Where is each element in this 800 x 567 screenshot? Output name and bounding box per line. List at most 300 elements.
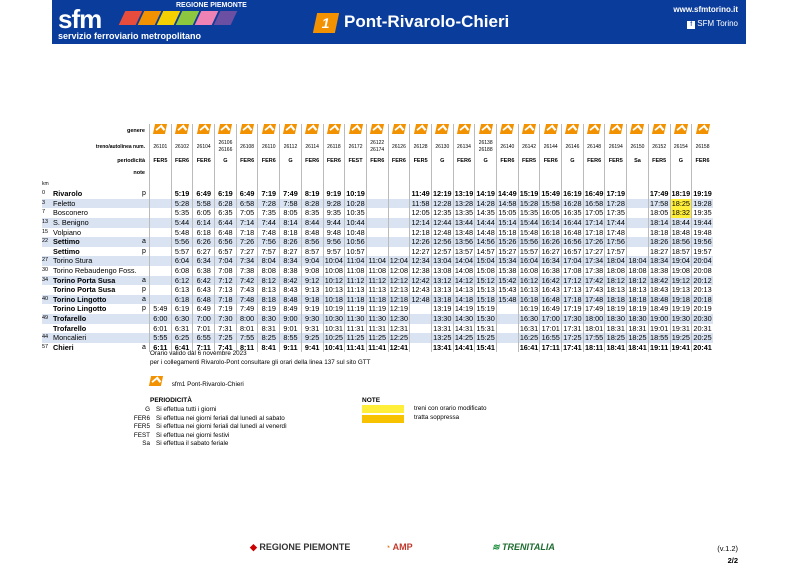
- trenitalia-mark-icon: ≋: [492, 542, 503, 552]
- departure-time: 8:26: [280, 237, 302, 247]
- departure-time: 20:04: [693, 256, 712, 266]
- train-number: 26140: [497, 139, 519, 156]
- arrival-departure: [139, 324, 150, 334]
- departure-time: 8:27: [280, 247, 302, 257]
- train-number: 26122 26174: [366, 139, 388, 156]
- regione-piemonte-logo: ◆ REGIONE PIEMONTE: [250, 542, 351, 552]
- departure-time: 9:19: [301, 304, 323, 314]
- station-name: Torino Lingotto: [52, 295, 139, 305]
- departure-time: 17:28: [606, 198, 625, 208]
- departure-time: 14:19: [476, 189, 495, 199]
- station-km: 13: [42, 218, 52, 228]
- departure-time: 10:31: [324, 323, 343, 333]
- departure-time: 11:12: [368, 275, 387, 285]
- departure-time: 8:30: [258, 314, 280, 324]
- blank: [139, 180, 150, 190]
- departure-time: 8:56: [301, 237, 323, 247]
- arrival-departure: [139, 314, 150, 324]
- departure-time: 12:14: [411, 217, 430, 227]
- departure-time: 14:28: [476, 198, 495, 208]
- departure-time: 18:31: [628, 323, 647, 333]
- departure-time: [627, 247, 649, 257]
- station-name: Moncalieri: [52, 333, 139, 343]
- departure-time: 12:48: [433, 227, 452, 237]
- sfm-train-icon: [283, 124, 297, 134]
- blank: [562, 180, 584, 190]
- departure-time: 20:18: [693, 294, 712, 304]
- periodicity-text: Si effettua nei giorni feriali dal lunedì al venerdì: [156, 423, 287, 431]
- departure-time: 18:48: [671, 227, 690, 237]
- departure-time: 17:48: [606, 227, 625, 237]
- departure-time: 19:04: [671, 256, 690, 266]
- departure-time: 5:35: [171, 208, 193, 218]
- periodicity-label: periodicità: [117, 157, 145, 164]
- departure-time: 11:30: [346, 313, 365, 323]
- validity-note: Orario valido dal 6 novembre 2023: [150, 350, 247, 357]
- departure-time: 8:08: [258, 266, 280, 276]
- departure-time: 15:38: [498, 265, 517, 275]
- facebook-link[interactable]: [687, 19, 738, 29]
- departure-time: 17:08: [563, 265, 582, 275]
- departure-time: 18:43: [650, 285, 669, 295]
- departure-time: [410, 333, 432, 343]
- departure-time: 11:18: [346, 294, 365, 304]
- departure-time: 17:55: [584, 333, 604, 343]
- departure-time: 15:56: [519, 237, 539, 247]
- departure-time: 8:48: [280, 295, 302, 305]
- departure-time: 18:18: [650, 227, 669, 237]
- departure-time: 9:00: [280, 314, 302, 324]
- station-km: [42, 324, 52, 334]
- departure-time: 16:34: [541, 256, 560, 266]
- departure-time: 16:08: [519, 265, 539, 275]
- departure-time: 14:04: [454, 256, 474, 266]
- station-name: Torino Porta Susa: [52, 276, 139, 286]
- departure-time: 15:49: [541, 189, 561, 199]
- train-number: 26102: [171, 139, 193, 156]
- service-type-cell: [583, 124, 605, 139]
- sfm-train-icon: [327, 124, 341, 134]
- departure-time: 6:11: [150, 343, 172, 353]
- departure-time: 8:11: [236, 343, 258, 353]
- departure-time: 8:31: [258, 324, 280, 334]
- departure-time: 12:13: [389, 285, 409, 295]
- departure-time: 16:18: [541, 227, 560, 237]
- departure-time: 16:44: [563, 217, 582, 227]
- departure-time: 11:25: [368, 333, 387, 343]
- departure-time: [388, 189, 410, 199]
- service-type-cell: [301, 124, 323, 139]
- departure-time: 18:12: [606, 275, 625, 285]
- periodicity-code: FER6: [258, 156, 280, 168]
- departure-time: 16:56: [563, 237, 582, 247]
- arrival-departure: [139, 256, 150, 266]
- departure-time: 5:57: [171, 247, 193, 257]
- blank: [692, 180, 713, 190]
- periodicity-code: FEST: [133, 431, 150, 439]
- departure-time: 6:18: [171, 295, 193, 305]
- departure-time: 17:35: [606, 208, 625, 218]
- blank: [323, 180, 345, 190]
- sfm-train-icon: [197, 124, 211, 134]
- note-cell: [627, 168, 649, 180]
- departure-time: 7:34: [236, 256, 258, 266]
- departure-time: 11:08: [346, 265, 365, 275]
- departure-time: 12:04: [389, 256, 409, 266]
- periodicity-code: FER6: [388, 156, 410, 168]
- departure-time: 19:00: [650, 313, 669, 323]
- arrival-departure: [139, 266, 150, 276]
- departure-time: 11:04: [368, 256, 387, 266]
- departure-time: 18:11: [584, 342, 604, 352]
- train-number: 26154: [670, 139, 692, 156]
- periodicity-item: [128, 440, 287, 449]
- departure-time: 7:12: [215, 276, 237, 286]
- periodicity-code: FER6: [692, 156, 713, 168]
- departure-time: 6:34: [193, 256, 215, 266]
- departure-time: 13:41: [432, 342, 452, 352]
- service-type-cell: [215, 124, 237, 139]
- departure-time: 13:57: [454, 246, 474, 256]
- departure-time: 6:57: [215, 247, 237, 257]
- departure-time: 7:14: [236, 218, 258, 228]
- departure-time: 19:48: [693, 227, 712, 237]
- departure-time: 6:31: [171, 324, 193, 334]
- departure-time: 19:56: [693, 237, 712, 247]
- departure-time: [627, 208, 649, 218]
- km-label: km: [42, 180, 49, 187]
- departure-time: 18:05: [650, 208, 669, 218]
- departure-time: 18:34: [650, 256, 669, 266]
- departure-time: 20:31: [693, 323, 712, 333]
- departure-time: 6:41: [171, 343, 193, 353]
- departure-time: 11:41: [346, 342, 365, 352]
- departure-time: 15:31: [476, 323, 495, 333]
- departure-time: 15:28: [519, 198, 539, 208]
- departure-time: 15:57: [519, 246, 539, 256]
- departure-time: [366, 218, 388, 228]
- departure-time: 14:35: [476, 208, 495, 218]
- departure-time: 17:26: [584, 237, 604, 247]
- departure-time: 16:49: [541, 304, 560, 314]
- departure-time: [366, 189, 388, 199]
- departure-time: 16:49: [584, 189, 604, 199]
- departure-time: [150, 199, 172, 209]
- departure-time: 18:48: [650, 294, 669, 304]
- note-cell: [388, 168, 410, 180]
- periodicity-code: Sa: [142, 440, 150, 448]
- website-link[interactable]: www.sfmtorino.it: [673, 5, 738, 14]
- note-cell: [475, 168, 497, 180]
- departure-time: 16:12: [519, 275, 539, 285]
- departure-time: 15:13: [476, 285, 495, 295]
- periodicity-code: FER5: [133, 423, 150, 431]
- departure-time: 12:25: [389, 333, 409, 343]
- note-label: note: [133, 169, 145, 176]
- sfm-train-icon: [262, 124, 276, 134]
- sfm-train-icon: [348, 124, 362, 134]
- departure-time: 9:56: [323, 237, 345, 247]
- blank: [193, 180, 215, 190]
- departure-time: 7:11: [193, 343, 215, 353]
- departure-time: 7:41: [215, 343, 237, 353]
- departure-time: 10:56: [346, 237, 365, 247]
- periodicity-code: G: [145, 406, 150, 413]
- page-number: 2/2: [727, 556, 738, 565]
- departure-time: 6:12: [171, 276, 193, 286]
- note-cell: [453, 168, 475, 180]
- station-name: Settimo: [52, 237, 139, 247]
- blank: [258, 180, 280, 190]
- departure-time: 6:00: [150, 314, 172, 324]
- sfm-train-icon: [149, 376, 163, 386]
- departure-time: 10:35: [346, 208, 365, 218]
- departure-time: 10:12: [324, 275, 343, 285]
- departure-time: 20:30: [693, 313, 712, 323]
- station-name: Volpiano: [53, 227, 81, 237]
- departure-time: 16:42: [541, 275, 560, 285]
- departure-time: 12:38: [411, 265, 430, 275]
- note-cell: [366, 168, 388, 180]
- departure-time: [388, 199, 410, 209]
- departure-time: 15:04: [476, 256, 495, 266]
- departure-time: 17:49: [584, 304, 604, 314]
- service-type-cell: [518, 124, 540, 139]
- facebook-icon: f: [687, 21, 695, 29]
- departure-time: 16:35: [563, 208, 582, 218]
- departure-time: 9:41: [301, 343, 323, 353]
- periodicity-code: FER5: [648, 156, 670, 168]
- departure-time: 12:34: [411, 256, 430, 266]
- departure-time: 14:57: [476, 246, 495, 256]
- departure-time: 19:41: [671, 342, 691, 352]
- departure-time: 6:35: [215, 208, 237, 218]
- departure-time: 18:25: [671, 198, 690, 208]
- periodicity-item: [128, 432, 287, 441]
- departure-time: 8:55: [280, 333, 302, 343]
- departure-time: 18:04: [606, 256, 625, 266]
- departure-time: 12:35: [433, 208, 452, 218]
- departure-time: 6:49: [193, 304, 215, 314]
- service-type-cell: [692, 124, 713, 139]
- departure-time: 9:19: [323, 189, 345, 199]
- departure-time: 18:32: [671, 208, 690, 218]
- departure-time: 17:56: [606, 237, 625, 247]
- departure-time: 15:14: [498, 217, 517, 227]
- periodicity-code: G: [670, 156, 692, 168]
- departure-time: 12:26: [411, 237, 430, 247]
- station-km: [42, 304, 52, 314]
- sfm-train-icon: [609, 124, 623, 134]
- arrival-departure: a: [139, 295, 150, 305]
- station-km: 27: [42, 256, 52, 266]
- departure-time: 7:31: [215, 324, 237, 334]
- blank: [280, 180, 302, 190]
- sfm-train-icon: [587, 124, 601, 134]
- departure-time: 8:00: [236, 314, 258, 324]
- departure-time: 10:30: [324, 313, 343, 323]
- line-legend-label: sfm1 Pont-Rivarolo-Chieri: [171, 381, 244, 388]
- route-title: Pont-Rivarolo-Chieri: [344, 12, 510, 31]
- departure-time: 13:19: [433, 304, 452, 314]
- departure-time: 7:13: [215, 285, 237, 295]
- service-type-cell: [236, 124, 258, 139]
- departure-time: 12:27: [411, 246, 430, 256]
- note-cell: [497, 168, 519, 180]
- departure-time: 13:25: [433, 333, 452, 343]
- departure-time: 13:31: [433, 323, 452, 333]
- departure-time: 15:25: [476, 333, 495, 343]
- departure-time: 14:44: [476, 217, 495, 227]
- departure-time: [497, 304, 519, 314]
- departure-time: 19:12: [671, 275, 690, 285]
- blank: [605, 180, 627, 190]
- departure-time: 12:43: [411, 285, 430, 295]
- departure-time: 11:31: [346, 323, 365, 333]
- departure-time: 12:41: [389, 342, 409, 352]
- departure-time: 12:42: [411, 275, 430, 285]
- sfm-train-icon: [370, 124, 384, 134]
- departure-time: 5:49: [150, 304, 172, 314]
- departure-time: 17:27: [584, 246, 604, 256]
- train-number: 26148: [583, 139, 605, 156]
- departure-time: [150, 228, 172, 238]
- train-number: 26104: [193, 139, 215, 156]
- departure-time: 6:30: [171, 314, 193, 324]
- train-number: 26152: [648, 139, 670, 156]
- departure-time: 18:30: [606, 313, 625, 323]
- departure-time: [388, 218, 410, 228]
- sfm-train-icon: [479, 124, 493, 134]
- station-km: 44: [42, 333, 52, 343]
- station-km: 15: [42, 228, 49, 235]
- departure-time: 19:25: [671, 333, 690, 343]
- departure-time: 16:04: [519, 256, 539, 266]
- departure-time: 18:55: [650, 333, 669, 343]
- departure-time: 14:58: [498, 198, 517, 208]
- departure-time: 6:38: [193, 266, 215, 276]
- departure-time: 10:25: [324, 333, 343, 343]
- departure-time: 8:57: [301, 247, 323, 257]
- departure-time: [497, 343, 519, 353]
- station-name: Settimo: [53, 246, 80, 256]
- train-number: 26126: [388, 139, 410, 156]
- sfm-train-icon: [240, 124, 254, 134]
- blank: [518, 180, 540, 190]
- periodicity-code: FER6: [583, 156, 605, 168]
- departure-time: [150, 237, 172, 247]
- departure-time: 17:00: [541, 313, 560, 323]
- departure-time: 17:18: [563, 294, 582, 304]
- departure-time: 12:19: [432, 189, 452, 199]
- departure-time: 6:43: [193, 285, 215, 295]
- departure-time: 6:44: [215, 218, 237, 228]
- departure-time: 12:08: [389, 265, 409, 275]
- train-number: 26142: [518, 139, 540, 156]
- genere-label: genere: [126, 127, 145, 134]
- suppressed-label: tratta soppressa: [414, 414, 460, 421]
- periodicity-code: FER6: [366, 156, 388, 168]
- train-number: 26110: [258, 139, 280, 156]
- departure-time: 9:08: [301, 266, 323, 276]
- service-type-cell: [366, 124, 388, 139]
- departure-time: 18:30: [628, 313, 647, 323]
- departure-time: 7:19: [258, 189, 280, 199]
- departure-time: 7:42: [236, 276, 258, 286]
- train-number: 26108: [236, 139, 258, 156]
- departure-time: 16:05: [541, 208, 560, 218]
- sfm-train-icon: [218, 124, 232, 134]
- departure-time: 5:55: [150, 333, 172, 343]
- blank: [301, 180, 323, 190]
- station-km: [42, 285, 52, 295]
- service-type-cell: [648, 124, 670, 139]
- departure-time: 8:28: [301, 199, 323, 209]
- departure-time: 8:05: [280, 208, 302, 218]
- departure-time: 18:00: [584, 313, 604, 323]
- periodicity-item: [128, 406, 287, 415]
- periodicity-code: FER5: [605, 156, 627, 168]
- note-cell: [605, 168, 627, 180]
- departure-time: 13:44: [454, 217, 474, 227]
- departure-time: 14:13: [454, 285, 474, 295]
- departure-time: 6:19: [171, 304, 193, 314]
- departure-time: 17:05: [584, 208, 604, 218]
- periodicity-code: G: [562, 156, 584, 168]
- departure-time: 18:41: [606, 342, 626, 352]
- departure-time: [410, 304, 432, 314]
- departure-time: 16:18: [519, 294, 539, 304]
- version-info: [717, 543, 738, 567]
- departure-time: 15:58: [541, 198, 560, 208]
- periodicity-item: [128, 415, 287, 424]
- service-type-cell: [258, 124, 280, 139]
- station-name: Trofarello: [52, 314, 139, 324]
- departure-time: 7:48: [236, 295, 258, 305]
- departure-time: 7:25: [215, 333, 237, 343]
- periodicity-text: Si effettua nei giorni festivi: [156, 431, 230, 439]
- departure-time: 9:04: [301, 256, 323, 266]
- departure-time: 12:31: [389, 323, 409, 333]
- departure-time: 12:05: [411, 208, 430, 218]
- blank: [648, 180, 670, 190]
- departure-time: 15:18: [476, 294, 495, 304]
- departure-time: 20:41: [693, 342, 712, 352]
- departure-time: 16:43: [541, 285, 560, 295]
- departure-time: [388, 208, 410, 218]
- departure-time: 9:28: [323, 199, 345, 209]
- departure-time: 17:43: [584, 285, 604, 295]
- departure-time: 15:35: [519, 208, 539, 218]
- departure-time: [497, 324, 519, 334]
- departure-time: 20:12: [693, 275, 712, 285]
- piemonte-crest-icon: ◆: [250, 542, 260, 552]
- departure-time: 7:27: [236, 247, 258, 257]
- departure-time: 15:19: [519, 189, 539, 199]
- departure-time: [410, 324, 432, 334]
- departure-time: 18:41: [628, 342, 647, 352]
- note-cell: [345, 168, 367, 180]
- departure-time: [388, 247, 410, 257]
- departure-time: 17:25: [563, 333, 582, 343]
- train-number: 26114: [301, 139, 323, 156]
- departure-time: [366, 228, 388, 238]
- station-name: Rivarolo: [53, 189, 83, 199]
- periodicity-code: FER6: [133, 414, 150, 422]
- periodicity-text: Si effettua il sabato feriale: [156, 440, 229, 448]
- departure-time: 5:44: [171, 218, 193, 228]
- departure-time: [150, 189, 172, 199]
